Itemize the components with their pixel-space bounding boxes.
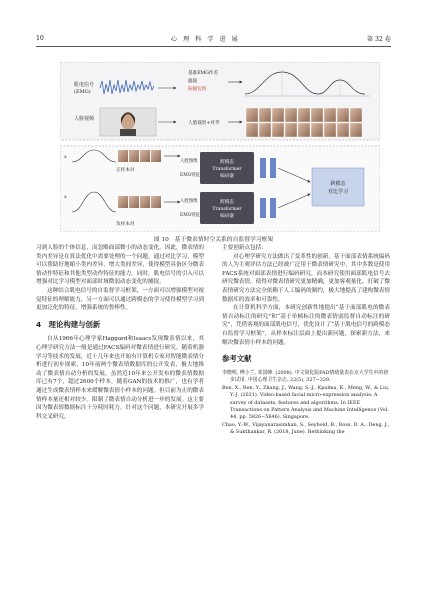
x-top-label: x — [64, 154, 67, 160]
pos-sample-label: 正样本对 — [116, 168, 135, 173]
encoder-2-line2: Transformer — [212, 207, 242, 212]
page-number: 10 — [36, 34, 44, 42]
right-column — [222, 244, 390, 438]
framework-figure — [60, 62, 380, 232]
x-bottom-label: x — [64, 194, 67, 200]
reference-item: 李晓明, 傅小兰, 邓国峰. (2008). 中文简化版PAD情绪量表在京大学生中的初步试用. 中国心理卫生杂志, 22(5), 327−329. — [222, 369, 389, 383]
face-img-1-label: 人脸图像 — [180, 159, 198, 164]
journal-title: 心 理 科 学 进 展 — [170, 35, 240, 43]
contrastive-box — [312, 168, 364, 206]
volume-number: 第 32 卷 — [366, 35, 391, 43]
encoder-1-line2: Transformer — [212, 167, 242, 172]
face-img-2-label: 人脸图像 — [180, 199, 198, 204]
emg-signal-label: 肌电信号 — [74, 82, 95, 88]
reference-item: Ben, X., Ren, Y., Zhang, J., Wang, S.-J., Kpalma, K., Meng, W., & Liu, Y.-J. (2021). Video-based facial micro-expression analysis: A survey of datasets, features and algorithms. In IEEE Transactions on Pattern Analysis and Machine Intelligence (Vol. 44, pp. 5826−5846). Singapore. — [222, 385, 390, 420]
left-paragraph-3: 自从1966年心理学家Haggard和Isaacs发现微表情以来，其心理学研究方法一般是通过FACS编码对微表情进行研究。随着机器学习等技术的发展，近十几年来也开始有计算机专家对智能微表情分析进行初步探索。10年前两个微表情数据库的公开发表，极大地推动了微表情自动分析的发展。虽然近10年来公开发布的微表情数据库已有7个，超过2600个样本。随着GAN的技术的推广，也有学者通过生成微表情样本来缓解微表情小样本的问题。但目前为止的微表情样本量还相对较少。限制了微表情自动分析进一步的发展。这主要因为微表情数据标注十分耗时耗力。针对这个问题，本研究开展多学科交叉研究， — [36, 336, 204, 420]
ref-emg-label: 基准EMG作差 — [188, 71, 219, 76]
contrastive-line2: 对比学习 — [327, 189, 349, 195]
filter-label: 滤波 — [188, 79, 198, 84]
right-paragraph-3: 在计算机科学方面，本研究创新性地提出“基于面部肌电的微表情自动标注的研究”和“基于单帧标注的微表情弱监督自动标注的研究”，凭借客观的面部肌电信号，优化设计了“基于肌电信号的跨模态自监督学习框架”，从样本标注层面上提出新问题，探索新方法，来解决微表情小样本的问题。 — [222, 305, 390, 346]
right-paragraph-1: 主要创新点包括： — [222, 245, 267, 251]
encoder-1-line1: 跨模态 — [220, 160, 234, 165]
reference-list — [222, 370, 390, 437]
references-heading: 参考文献 — [222, 354, 252, 364]
face-crop-label: 人脸裁剪+对齐 — [188, 121, 220, 126]
encoder-1-line3: 编码器 — [220, 174, 234, 179]
framework-diagram — [60, 62, 380, 232]
left-paragraph-2: 这种结合肌电信号的自监督学习框架，一方面可以增强模型对视觉特征的理解能力，另一方面可以通过跨模态的学习使得模型学习到更加泛化的特征，增强系统的鲁棒性。 — [36, 287, 204, 312]
emg-feat-2-label: EMG特征 — [180, 213, 200, 218]
section-heading: 4 理论构建与创新 — [36, 319, 101, 329]
encoder-2-line1: 跨模态 — [220, 200, 234, 205]
left-paragraph-1: 习到人脸的个体信息，而忽略面部微小的动态变化。因此，微表情的类内差异是在算法优化中需要处理的一个问题。通过对比学习，模型可以帮助好地缩小类内差异，增大类间差异，使得模型具备区分微表情动作特征和其他类型动作特征的能力。同时，肌电信号的引入可以增强对比学习模型对面部时域微弱动态变化的捕捉。 — [36, 245, 204, 286]
contrastive-line1: 跨模态 — [330, 181, 346, 187]
page-header — [36, 32, 391, 44]
right-paragraph-2: 对心理学研究方法做出了变革性的创新。基于面部表情系统编码的人为主观评估方法已经被广泛用于微表情研究中，其中多数是使用FACS系统对面部表情进行编码研究，而本研究使用面部肌电信号去研究微表情，使得对微表情研究更加精确，更加客观量化，打破了微表情研究方法完全依赖于人工编码的制约，极大地提高了建构微表情数据库的效率和可靠性。 — [222, 253, 390, 303]
figure-caption: 图 10 基于微表情时空关系的自监督学习框架 — [153, 237, 274, 243]
left-column — [36, 244, 204, 421]
face-video-label: 人脸视频 — [74, 116, 95, 122]
reference-item: Chao, Y.-W., Vijayanarasimhan, S., Seybold, B., Ross, D. A., Deng, J., & Sukthankar, R. (2018, June). Rethinking the — [222, 422, 390, 436]
neg-sample-label: 负样本对 — [116, 222, 135, 227]
header-rule — [36, 46, 391, 47]
emg-label: (EMG) — [74, 89, 91, 95]
emg-feat-1-label: EMG特征 — [180, 173, 200, 178]
encoder-2-line3: 编码器 — [220, 214, 234, 219]
amp-range-label: 振幅包络 — [188, 87, 207, 92]
